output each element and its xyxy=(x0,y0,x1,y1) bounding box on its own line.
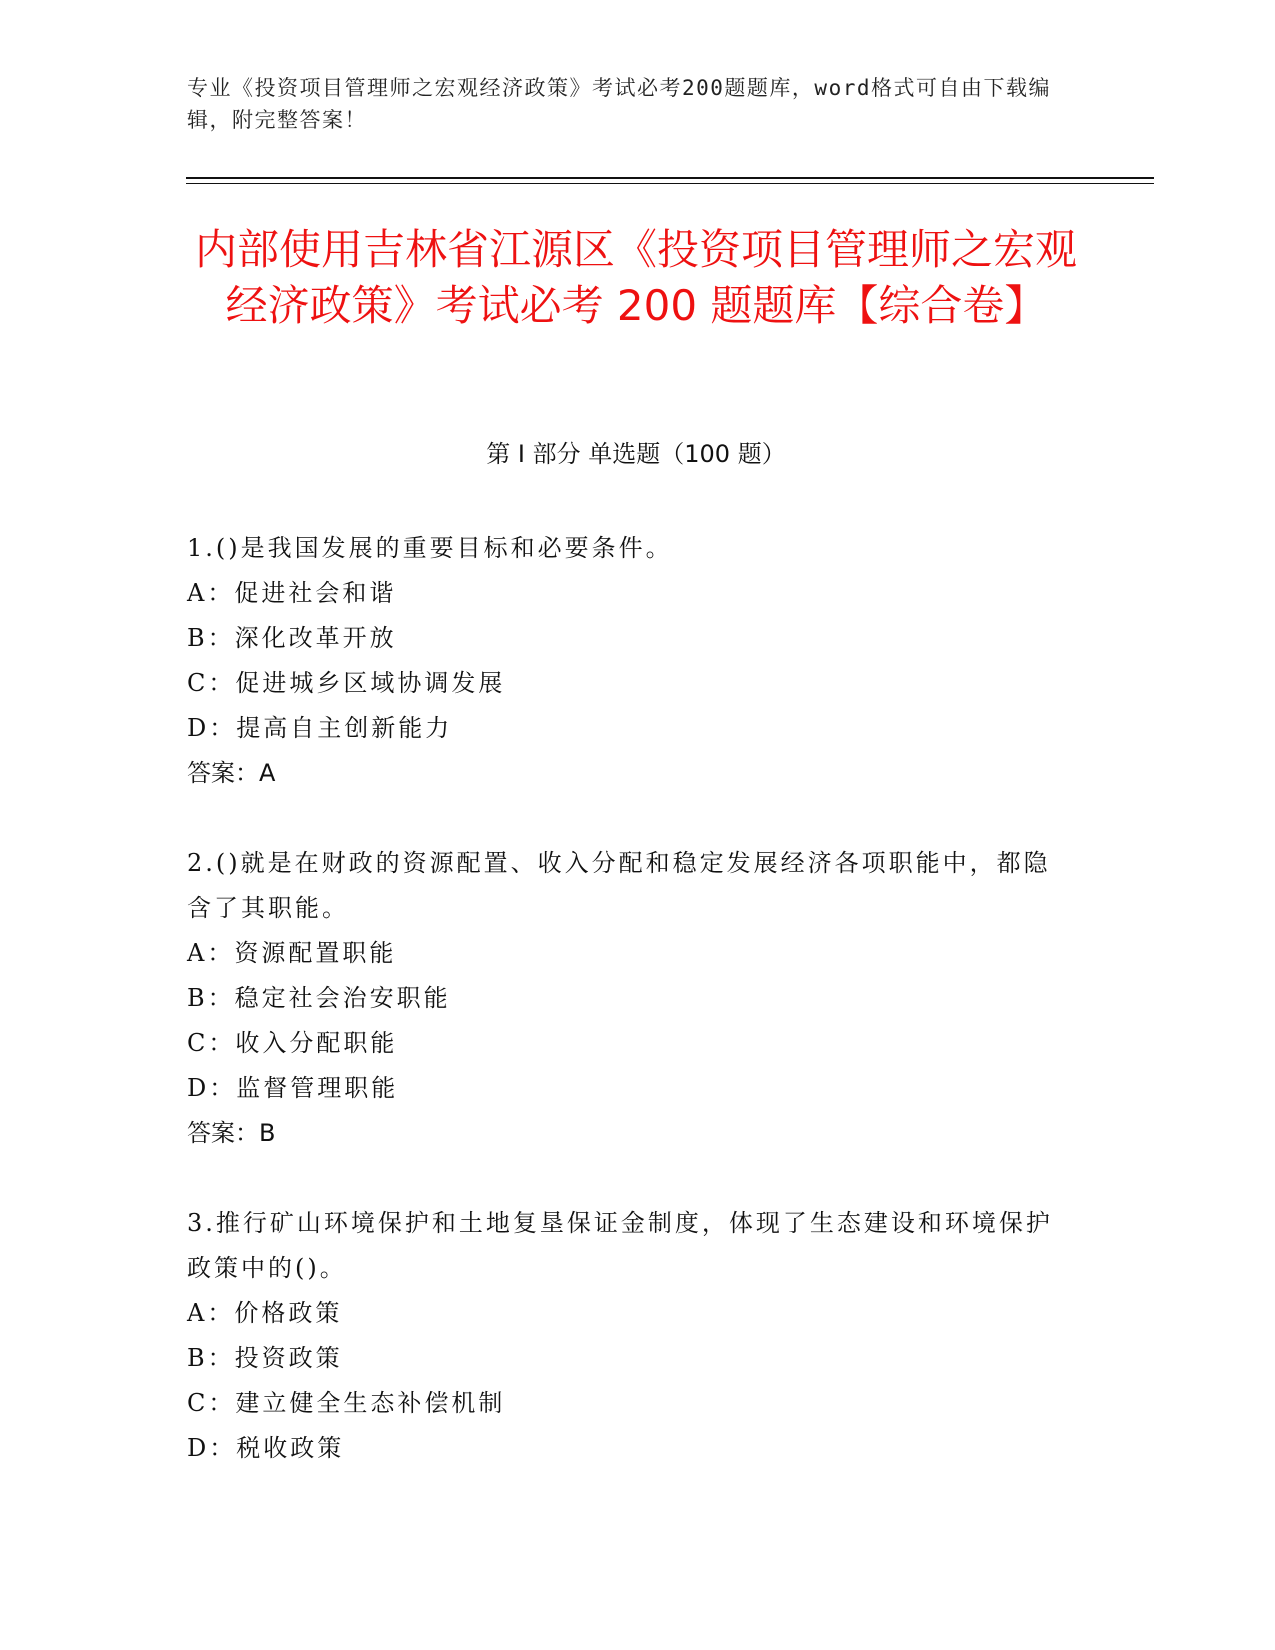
option-d: D：监督管理职能 xyxy=(187,1074,399,1102)
option-c: C：收入分配职能 xyxy=(187,1029,398,1057)
header-divider xyxy=(186,177,1154,179)
question-3 xyxy=(187,1201,1067,1471)
option-c: C：促进城乡区域协调发展 xyxy=(187,669,506,697)
option-c: C：建立健全生态补偿机制 xyxy=(187,1389,506,1417)
question-stem: 2.()就是在财政的资源配置、收入分配和稳定发展经济各项职能中，都隐含了其职能。 xyxy=(187,849,1051,922)
question-stem: 1.()是我国发展的重要目标和必要条件。 xyxy=(187,534,673,562)
option-d: D：提高自主创新能力 xyxy=(187,714,453,742)
question-stem: 3.推行矿山环境保护和土地复垦保证金制度，体现了生态建设和环境保护政策中的()。 xyxy=(187,1209,1053,1282)
option-b: B：投资政策 xyxy=(187,1344,343,1372)
option-b: B：稳定社会治安职能 xyxy=(187,984,451,1012)
document-title: 内部使用吉林省江源区《投资项目管理师之宏观经济政策》考试必考 200 题题库【综合卷】 xyxy=(194,225,1077,330)
section-heading: 第 I 部分 单选题（100 题） xyxy=(486,440,786,468)
option-d: D：税收政策 xyxy=(187,1434,345,1462)
question-1 xyxy=(187,526,1067,796)
header-note: 专业《投资项目管理师之宏观经济政策》考试必考200题题库，word格式可自由下载编辑，附完整答案！ xyxy=(187,76,1051,132)
answer-line: 答案：B xyxy=(187,1119,276,1147)
option-a: A：促进社会和谐 xyxy=(187,579,397,607)
option-a: A：资源配置职能 xyxy=(187,939,397,967)
question-list xyxy=(187,526,1067,1516)
header-divider-thin xyxy=(186,183,1154,184)
answer-line: 答案：A xyxy=(187,759,276,787)
question-2 xyxy=(187,841,1067,1156)
option-a: A：价格政策 xyxy=(187,1299,343,1327)
option-b: B：深化改革开放 xyxy=(187,624,397,652)
